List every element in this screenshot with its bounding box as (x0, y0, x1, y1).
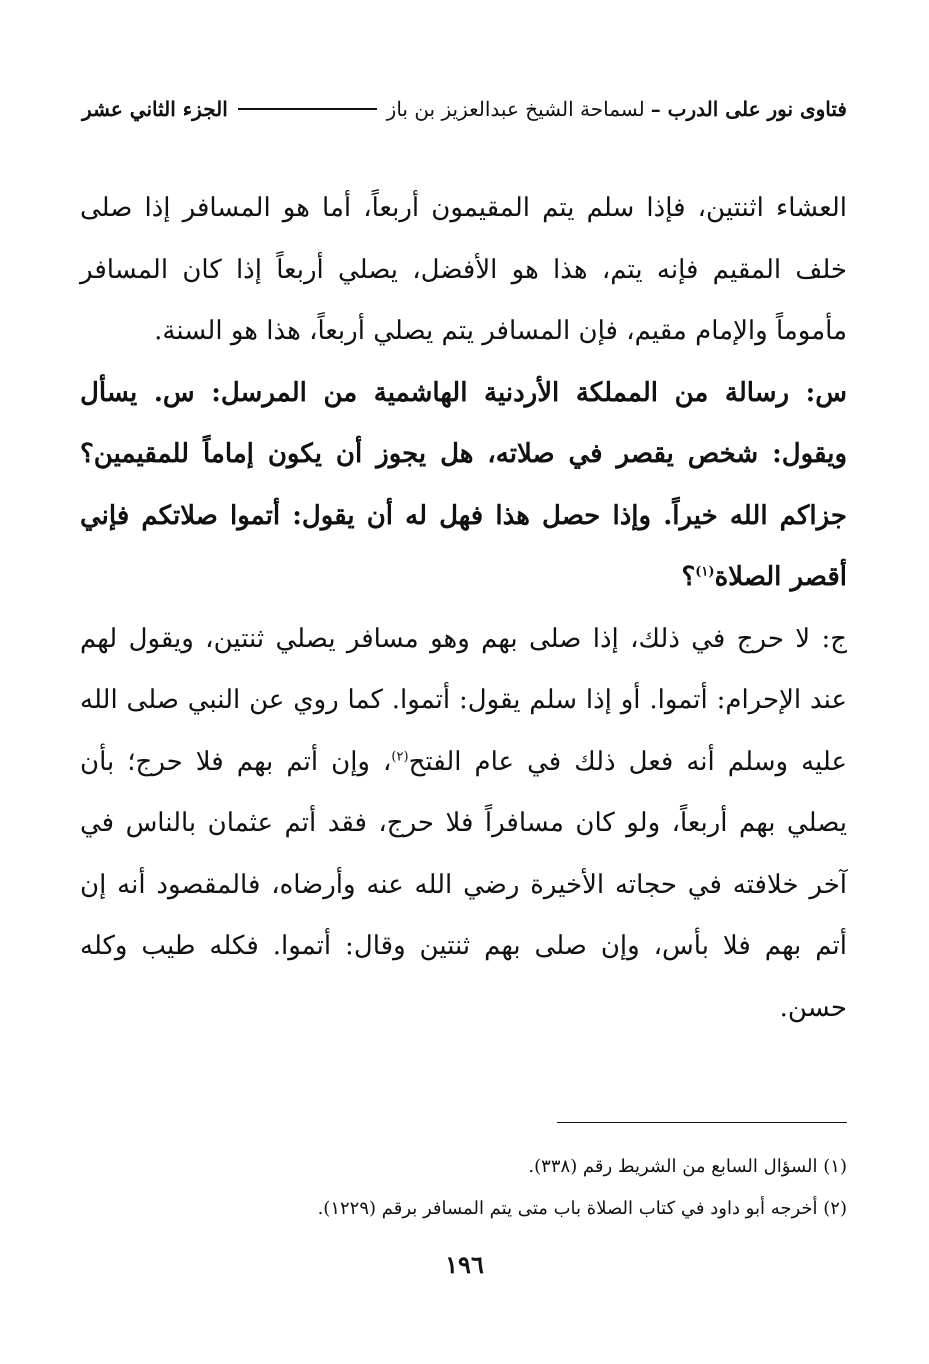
author-name: لسماحة الشيخ عبدالعزيز بن باز (386, 97, 645, 121)
answer-paragraph (80, 609, 847, 1040)
answer-text-part2: ، وإن أتم بهم فلا حرج؛ بأن يصلي بهم أربعاً، ولو كان مسافراً فلا حرج، فقد أتم عثمان بالناس في آخر خلافته في حجاته الأخيرة رضي الله عنه وأرضاه، فالمقصود أنه إن أتم بهم فلا بأس، وإن صلى بهم ثنتين وقال: أتموا. فكله طيب وكله حسن. (80, 746, 847, 1023)
footnotes (82, 1146, 847, 1230)
footnote-separator (557, 1122, 847, 1123)
footnote-1: (١) السؤال السابع من الشريط رقم (٣٣٨). (528, 1156, 847, 1177)
running-header (82, 92, 847, 126)
header-rule (238, 108, 377, 110)
book-title: فتاوى نور على الدرب – (650, 97, 847, 121)
footnote-2: (٢) أخرجه أبو داود في كتاب الصلاة باب متى يتم المسافر برقم (١٢٢٩). (317, 1198, 847, 1219)
volume-label: الجزء الثاني عشر (82, 97, 228, 121)
question-paragraph (80, 363, 847, 609)
answer-text-part1: ج: لا حرج في ذلك، إذا صلى بهم وهو مسافر يصلي ثنتين، ويقول لهم عند الإحرام: أتموا. أو إذا سلم يقول: أتموا. كما روي عن النبي صلى الله عليه وسلم أنه فعل ذلك في عام الفتح (80, 623, 847, 777)
page-number: ١٩٦ (445, 1250, 484, 1279)
paragraph-continuation: العشاء اثنتين، فإذا سلم يتم المقيمون أربعاً، أما هو المسافر إذا صلى خلف المقيم فإنه يتم، هذا هو الأفضل، يصلي أربعاً إذا كان المسافر مأموماً والإمام مقيم، فإن المسافر يتم يصلي أربعاً، هذا هو السنة. (80, 193, 847, 346)
question-text: س: رسالة من المملكة الأردنية الهاشمية من المرسل: س. يسأل ويقول: شخص يقصر في صلاته، هل يجوز أن يكون إماماً للمقيمين؟ جزاكم الله خيراً. وإذا حصل هذا فهل له أن يقول: أتموا صلاتكم فإني أقصر الصلاة (80, 377, 847, 592)
question-mark: ؟ (681, 562, 696, 592)
footnote-ref-2[interactable]: (٢) (391, 748, 409, 764)
footnote-ref-1[interactable]: (١) (695, 564, 715, 580)
body-text (80, 178, 847, 1039)
